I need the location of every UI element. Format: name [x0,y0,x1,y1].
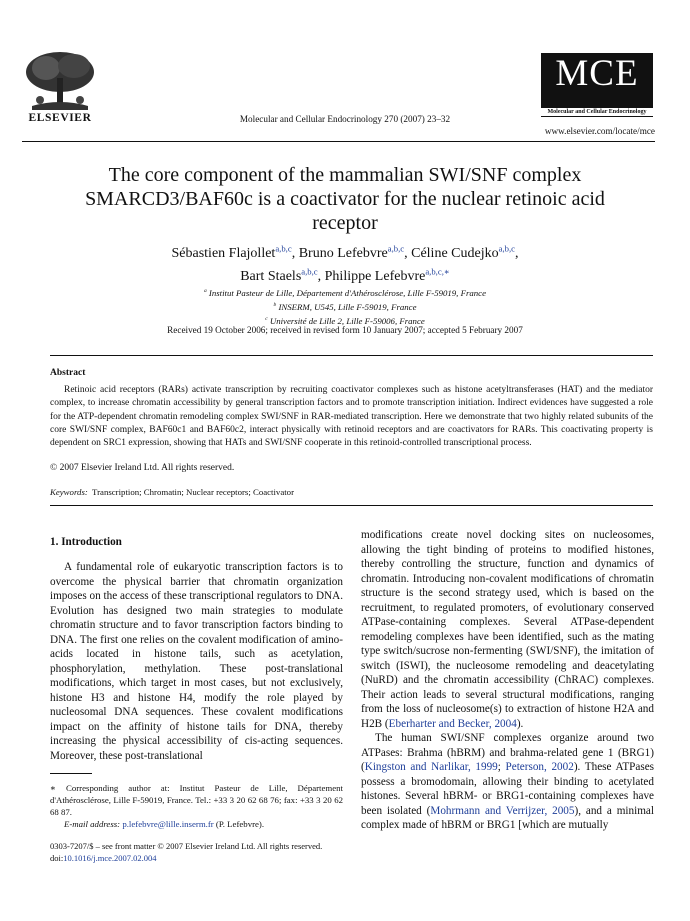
publisher-name: ELSEVIER [28,112,92,124]
affiliations [60,285,630,327]
keywords [50,487,294,497]
citation-link[interactable]: Peterson, 2002 [505,761,574,773]
abstract-top-divider [50,355,653,356]
citation-link[interactable]: Kingston and Narlikar, 1999 [364,761,498,773]
journal-reference: Molecular and Cellular Endocrinology 270 (2007) 23–32 [239,114,451,124]
author-affiliation-mark[interactable]: a,b,c [498,243,515,253]
author-affiliation-mark[interactable]: a,b,c [387,243,405,253]
email-link[interactable]: p.lefebvre@lille.inserm.fr [122,819,214,829]
author: Bruno Lefebvre$^{a,b,c}$, [298,243,412,261]
article-title: The core component of the mammalian SWI/SNF complex SMARCD3/BAF60c is a coactivator for the nuclear retinoic acid receptor [85,164,605,234]
citation-link[interactable]: Eberharter and Becker, 2004 [388,717,517,730]
author-affiliation-mark[interactable]: a,b,c [301,266,318,277]
journal-url[interactable]: www.elsevier.com/locate/mce [544,126,655,136]
affiliation: $^a$ Institut Pasteur de Lille, Département d'Athérosclérose, Lille F-59019, France [204,287,486,298]
front-matter-notice [50,841,322,864]
keywords-list: Transcription; Chromatin; Nuclear receptors; Coactivator [92,487,294,497]
author-affiliation-mark[interactable]: a,b,c [275,243,292,253]
section-heading: 1. Introduction [50,536,122,548]
abstract-bottom-divider [50,505,653,506]
author: Céline Cudejko$^{a,b,c}$, [411,243,519,261]
author: Philippe Lefebvre$^{a,b,c,∗}$ [324,266,450,285]
keywords-label: Keywords: [50,487,88,497]
right-column-paragraph: The human SWI/SNF complexes organize around two ATPases: Brahma (hBRM) and brahma-related gene 1 (BRG1) (Kingston and Narlikar, 1999; Peterson, 2002). These ATPases possess a bromodomain, allowing their binding to acetylated histones. Several hBRM- or BRG1-containing complexes have been isolated (Mohrmann and Verrijzer, 2005), and a minimal complex made of hBRM or BRG1 [which are mutually [361,732,655,831]
footnote-divider [50,773,92,774]
corresponding-author-text: ∗ Corresponding author at: Institut Pasteur de Lille, Département d'Athérosclérose, Lille F-59019, France. Tel.: +33 3 20 62 68 76; fax: +33 3 20 62 68 87. [50,783,343,817]
doi-line: doi:10.1016/j.mce.2007.02.004 [50,852,157,863]
right-column-paragraph: modifications create novel docking sites on nucleosomes, allowing the tight binding of proteins to modified histones, thereby controlling the structure, function and dynamics of chromatin. Introducing non-covalent modifications of chromatin structure is the second strategy used, which is based on the recruitment, to regulated promoters, of evolutionary conserved ATPase-containing complexes. Several ATPase-dependent remodeling complexes have been identified, such as the mating type switch/sucrose non-fermenting (SWI/SNF), the imitation of switch (ISWI), the nucleosome remodeling and deacetylating (NuRD) and the chromatin accessibility (ChRAC) complexes. Their action leads to several structural modifications, ranging from the loss of nucleosome(s) to extraction of histone H2A and H2B (Eberharter and Becker, 2004). [361,529,654,730]
author: Bart Staels$^{a,b,c}$, [240,266,325,285]
copyright-notice: © 2007 Elsevier Ireland Ltd. All rights reserved. [50,463,235,473]
abstract-text: Retinoic acid receptors (RARs) activate transcription by recruiting coactivator complexes such as histone acetyltransferases (HAT) and the mediator complex, to increase chromatin accessibility by general transcription factors and to promote transcription initiation. Indirect evidences have suggested a role for the ATP-dependent chromatin remodeling complex SWI/SNF in RAR-mediated transcription. Here we demonstrate that two highly related subunits of the core SWI/SNF complex, BAF60c1 and BAF60c2, interact physically with retinoid receptors and are coactivators for RARs. This coactivating property is dependent on SRC1 expression, showing that HATs and SWI/SNF cooperate in this retinoid-controlled transcriptional process. [50,385,653,449]
corresponding-author-footnote [50,782,343,830]
author-affiliation-mark[interactable]: a,b,c,∗ [425,266,450,277]
issn-line: 0303-7207/$ – see front matter © 2007 Elsevier Ireland Ltd. All rights reserved. [50,841,323,851]
journal-logo-caption: Molecular and Cellular Endocrinology [541,109,653,117]
citation-link[interactable]: Mohrmann and Verrijzer, 2005 [430,804,575,817]
left-column-paragraph: A fundamental role of eukaryotic transcription factors is to overcome the physical barrier that chromatin organization imposes on the access of these transcriptional regulators to DNA. Evolution has designed two main strategies to modulate chromatin structure and to favor transcription factors binding to DNA. The first one relies on the covalent modification of amino-acids located in histone tails, such as acetylation, phosphorylation, methylation. These post-translational modifications, which target in most cases, but not exclusively, histone H3 and histone H4, modify the role played by nucleosomal DNA sequences. These covalent modifications impact on the affinity of histone tails for DNA, thereby increasing the physical accessibility of cis-acting sequences. Moreover, these post-translational [50,561,343,762]
author-list [60,239,630,286]
affiliation: $^b$ INSERM, U545, Lille F-59019, France [273,301,417,312]
author: Sébastien Flajollet$^{a,b,c}$, [171,243,299,261]
right-column [361,528,654,833]
email-line: E-mail address: p.lefebvre@lille.inserm.fr (P. Lefebvre). [64,819,265,829]
affiliation: $^c$ Université de Lille 2, Lille F-59006, France [265,315,425,326]
journal-logo: MCE [541,53,653,108]
doi-link[interactable]: 10.1016/j.mce.2007.02.004 [63,852,157,863]
header-divider [22,141,655,142]
abstract-heading: Abstract [50,368,86,378]
elsevier-tree-logo [22,50,98,112]
received-dates: Received 19 October 2006; received in revised form 10 January 2007; accepted 5 February 2007 [167,325,523,335]
